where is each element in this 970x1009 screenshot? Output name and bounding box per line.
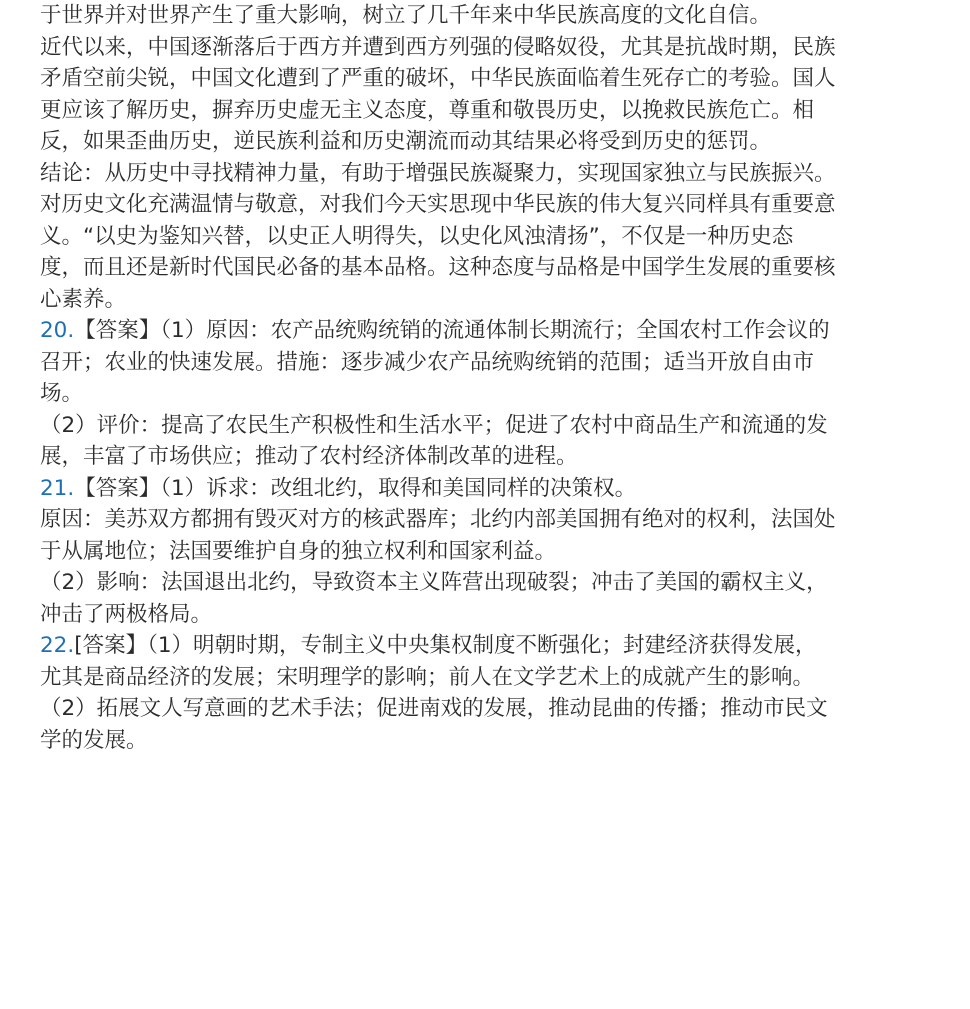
- text-line: 心素养。: [40, 286, 127, 312]
- text-line: 度，而且还是新时代国民必备的基本品格。这种态度与品格是中国学生发展的重要核: [40, 255, 836, 280]
- text-line: 对历史文化充满温情与敬意，对我们今天实思现中华民族的伟大复兴同样具有重要意: [40, 192, 836, 217]
- text-line: 反，如果歪曲历史，逆民族利益和历史潮流而动其结果必将受到历史的惩罚。: [40, 129, 772, 154]
- text-line: 原因：美苏双方都拥有毁灭对方的核武器库；北约内部美国拥有绝对的权利，法国处: [40, 507, 836, 532]
- question-number: 21.: [40, 475, 75, 501]
- text-segment: 【答案】（1）原因：农产品统购统销的流通体制长期流行；全国农村工作会议的: [74, 318, 830, 343]
- text-line: 于世界并对世界产生了重大影响，树立了几千年来中华民族高度的文化自信。: [40, 3, 772, 28]
- text-line: （2）拓展文人写意画的艺术手法；促进南戏的发展，推动昆曲的传播；推动市民文: [40, 696, 828, 721]
- text-line: 近代以来，中国逐渐落后于西方并遭到西方列强的侵略奴役，尤其是抗战时期，民族: [40, 34, 836, 60]
- answer-document: [40, 0, 950, 756]
- text-line: 尤其是商品经济的发展；宋明理学的影响；前人在文学艺术上的成就产生的影响。: [40, 664, 815, 690]
- text-segment: [答案】（1）明朝时期，专制主义中央集权制度不断强化；封建经济获得发展，: [74, 633, 817, 658]
- text-line: 场。: [40, 381, 84, 406]
- text-line: 更应该了解历史，摒弃历史虚无主义态度，尊重和敬畏历史，以挽救民族危亡。相: [40, 97, 815, 123]
- text-line: [40, 630, 950, 662]
- text-line: 义。“以史为鉴知兴替，以史正人明得失，以史化风浊清扬”，不仅是一种历史态: [40, 223, 794, 249]
- text-line: 学的发展。: [40, 727, 148, 753]
- question-number: 22.: [40, 633, 75, 658]
- question-20-answer: [40, 315, 950, 473]
- text-line: 矛盾空前尖锐，中国文化遭到了严重的破坏，中华民族面临着生死存亡的考验。国人: [40, 66, 836, 91]
- text-line: [40, 473, 950, 505]
- text-line: （2）影响：法国退出北约，导致资本主义阵营出现破裂；冲击了美国的霸权主义，: [40, 570, 828, 595]
- text-line: [40, 315, 950, 347]
- text-line: 于从属地位；法国要维护自身的独立权利和国家利益。: [40, 538, 557, 564]
- text-segment: 【答案】（1）诉求：改组北约，取得和美国同样的决策权。: [74, 475, 637, 501]
- text-line: 展，丰富了市场供应；推动了农村经济体制改革的进程。: [40, 444, 578, 469]
- text-line: （2）评价：提高了农民生产积极性和生活水平；促进了农村中商品生产和流通的发: [40, 412, 828, 438]
- section-19-tail: [40, 0, 950, 315]
- question-22-answer: [40, 630, 950, 756]
- text-line: 召开；农业的快速发展。措施：逐步减少农产品统购统销的范围；适当开放自由市: [40, 349, 815, 375]
- question-21-answer: [40, 473, 950, 631]
- text-line: 冲击了两极格局。: [40, 601, 213, 627]
- text-line: 结论：从历史中寻找精神力量，有助于增强民族凝聚力，实现国家独立与民族振兴。: [40, 160, 836, 186]
- question-number: 20.: [40, 318, 75, 343]
